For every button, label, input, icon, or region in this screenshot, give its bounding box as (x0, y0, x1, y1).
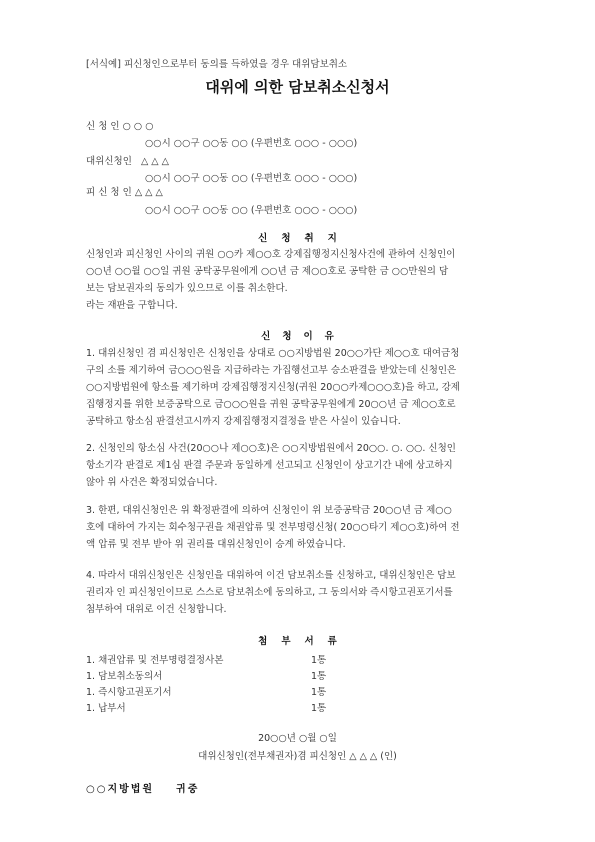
signer-line: 대위신청인(전부채권자)겸 피신청인 △ △ △ (인) (198, 751, 397, 762)
purpose-heading: 신청취지 (258, 233, 351, 244)
reason-line: 1. 대위신청인 겸 피신청인은 신청인을 상대로 ○○지방법원 20○○가단 제○○호 대여금청 (86, 348, 460, 359)
reason-line: ○○지방법원에 항소를 제기하며 강제집행정지신청(귀원 20○○카제○○○호)을 하고, 강제 (86, 382, 460, 393)
purpose-line: 신청인과 피신청인 사이의 귀원 ○○카 제○○호 강제집행정지신청사건에 관하여 신청인이 (86, 249, 456, 260)
reason-line: 권리자 인 피신청인이므로 스스로 담보취소에 동의하고, 그 동의서와 즉시항고권포기서를 (86, 587, 453, 598)
purpose-line: 보는 담보권자의 동의가 있으므로 이를 취소한다. (86, 283, 288, 294)
purpose-paragraph (86, 246, 514, 314)
party-respondent-role: 피 신 청 인 △ △ △ (86, 187, 163, 198)
reason-paragraph-1 (86, 345, 514, 430)
reason-line: 4. 따라서 대위신청인은 신청인을 대위하여 이건 담보취소를 신청하고, 대위신청인은 담보 (86, 570, 456, 581)
form-note: [서식예] 피신청인으로부터 동의를 득하였을 경우 대위담보취소 (86, 59, 348, 70)
reason-line: 공탁하고 항소심 판결선고시까지 강제집행정지결정을 받은 사실이 있습니다. (86, 416, 401, 427)
attachments-heading: 첨부서류 (258, 636, 351, 647)
party-subrogee-name: △ △ △ (140, 156, 169, 167)
reason-line: 항소기각 판결로 제1심 판결 주문과 동일하게 선고되고 신청인이 상고기간 내에 상고하지 (86, 460, 453, 471)
court-addressee (86, 780, 199, 795)
reason-line: 않아 위 사건은 확정되었습니다. (86, 477, 218, 488)
reason-line: 액 압류 및 전부 받아 위 권리를 대위신청인이 승계 하였습니다. (86, 539, 346, 550)
party-respondent-address: ○○시 ○○구 ○○동 ○○ (우편번호 ○○○ - ○○○) (145, 205, 358, 216)
reason-line: 첨부하여 대위로 이건 신청합니다. (86, 604, 227, 615)
reason-line: 2. 신청인의 항소심 사건(20○○나 제○○호)은 ○○지방법원에서 20○○. ○. ○○. 신청인 (86, 443, 456, 454)
attachment-qty: 1통 (311, 703, 327, 714)
attachment-item: 1. 담보취소동의서 (86, 671, 163, 682)
court-name: ○○지방법원 (86, 784, 155, 795)
reason-line: 구의 소를 제기하여 금○○○원을 지급하라는 가집행선고부 승소판결을 받았는데 신청인은 (86, 365, 457, 376)
reason-paragraph-3 (86, 502, 514, 553)
attachment-qty: 1통 (311, 655, 327, 666)
document-title: 대위에 의한 담보취소신청서 (205, 78, 390, 96)
attachment-item: 1. 즉시항고권포기서 (86, 687, 172, 698)
attachment-qty: 1통 (311, 687, 327, 698)
reason-paragraph-4 (86, 567, 514, 618)
reason-line: 3. 한편, 대위신청인은 위 확정판결에 의하여 신청인이 위 보증공탁금 20○○년 금 제○○ (86, 505, 452, 516)
party-subrogee-role: 대위신청인 △ △ △ (86, 156, 169, 167)
purpose-line: 라는 재판을 구합니다. (86, 300, 178, 311)
court-suffix: 귀중 (176, 784, 200, 795)
party-applicant-address: ○○시 ○○구 ○○동 ○○ (우편번호 ○○○ - ○○○) (145, 138, 358, 149)
reason-line: 집행정지를 위한 보증공탁으로 금○○○원을 귀원 공탁공무원에게 20○○년 금 제○○호로 (86, 399, 456, 410)
reason-line: 호에 대하여 가지는 회수청구권을 채권압류 및 전부명령신청( 20○○타기 제○○호)하여 전 (86, 522, 460, 533)
filing-date: 20○○년 ○월 ○일 (258, 733, 337, 744)
attachment-qty: 1통 (311, 671, 327, 682)
purpose-line: ○○년 ○○월 ○○일 귀원 공탁공무원에게 ○○년 금 제○○호로 공탁한 금 ○○만원의 담 (86, 266, 449, 277)
party-subrogee-address: ○○시 ○○구 ○○동 ○○ (우편번호 ○○○ - ○○○) (145, 173, 358, 184)
party-applicant-role: 신 청 인 ○ ○ ○ (86, 121, 154, 132)
attachment-item: 1. 납부서 (86, 703, 126, 714)
party-applicant-name: ○ ○ ○ (122, 121, 154, 132)
reasons-heading: 신청이유 (261, 331, 346, 342)
party-respondent-name: △ △ △ (134, 187, 163, 198)
reason-paragraph-2 (86, 440, 514, 491)
attachment-item: 1. 채권압류 및 전부명령결정사본 (86, 655, 224, 666)
